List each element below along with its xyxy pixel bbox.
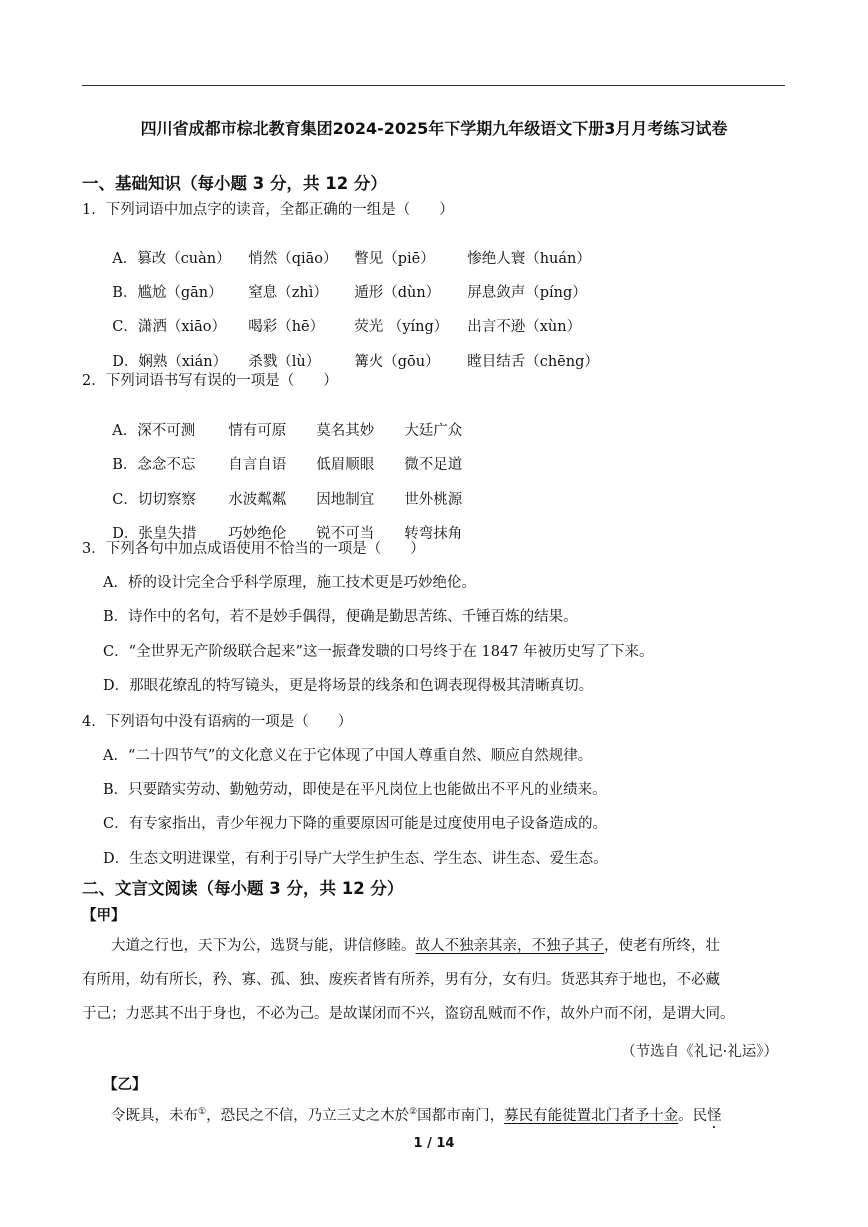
option-word: 水波粼粼 (228, 492, 287, 508)
underlined-sentence: 募民有能徙置北门者予十金 (504, 1108, 679, 1124)
passage-jia-line-1 (82, 934, 785, 955)
option-word: D．娴熟（xián） (112, 354, 228, 370)
passage-text: 国都市南门， (417, 1108, 505, 1124)
section-2-heading: 二、文言文阅读（每小题 3 分，共 12 分） (82, 879, 404, 898)
passage-jia-source: （节选自《礼记·礼运》） (621, 1044, 778, 1060)
option-word: 情有可原 (228, 423, 287, 439)
option-word: 瞥见（piē） (354, 251, 435, 267)
question-2-option-b (103, 437, 462, 474)
passage-jia-line-2: 有所用，幼有所长，矜、寡、孤、独、废疾者皆有所养，男有分，女有归。货恶其弃于地也，不必藏 (82, 972, 720, 988)
passage-text: 大道之行也，天下为公，选贤与能，讲信修睦。 (82, 938, 416, 954)
option-word: 喝彩（hē） (248, 319, 325, 335)
option-word: 大廷广众 (404, 423, 463, 439)
option-word: A．深不可测 (112, 423, 196, 439)
question-1-option-d (103, 334, 599, 371)
option-word: C．切切察察 (112, 492, 196, 508)
question-1-option-b (103, 265, 587, 302)
option-word: 惨绝人寰（huán） (467, 251, 591, 267)
passage-jia-line-3: 于己；力恶其不出于身也，不必为己。是故谋闭而不兴，盗窃乱贼而不作，故外户而不闭，是谓大同。 (82, 1006, 735, 1022)
option-word: 出言不逊（xùn） (467, 319, 582, 335)
passage-text: ，恐民之不信，乃立三丈之木於 (206, 1108, 410, 1124)
option-word: 荧光 （yíng） (354, 319, 449, 335)
passage-jia-label: 【甲】 (82, 907, 126, 924)
question-4-option-b: B．只要踏实劳动、勤勉劳动，即使是在平凡岗位上也能做出不平凡的业绩来。 (103, 782, 607, 798)
option-word: 锐不可当 (316, 526, 375, 542)
question-4-option-d: D．生态文明进课堂，有利于引导广大学生护生态、学生态、讲生态、爱生态。 (103, 851, 608, 867)
option-word: 窒息（zhì） (248, 285, 328, 301)
option-word: 世外桃源 (404, 492, 463, 508)
option-word: D．张皇失措 (112, 526, 197, 542)
option-word: 篝火（gōu） (354, 354, 440, 370)
passage-text: 令既具，未布 (82, 1108, 198, 1124)
passage-yi-label: 【乙】 (103, 1076, 147, 1093)
option-word: C．潇洒（xiāo） (112, 319, 227, 335)
footnote-mark: ① (198, 1107, 207, 1118)
page-number: 1 / 14 (413, 1136, 455, 1151)
option-word: 微不足道 (404, 457, 463, 473)
option-word: 因地制宜 (316, 492, 375, 508)
option-word: 自言自语 (228, 457, 287, 473)
option-word: 屏息敛声（píng） (467, 285, 587, 301)
question-3-stem: 3．下列各句中加点成语使用不恰当的一项是（ ） (82, 541, 425, 557)
footnote-mark: ② (409, 1107, 418, 1118)
option-word: 莫名其妙 (316, 423, 375, 439)
question-2-option-c (103, 472, 462, 509)
question-4-stem: 4．下列语句中没有语病的一项是（ ） (82, 714, 353, 730)
option-word: B．念念不忘 (112, 457, 196, 473)
question-3-option-b: B．诗作中的名句，若不是妙手偶得，便确是勤思苦练、千锤百炼的结果。 (103, 609, 578, 625)
question-2-stem: 2．下列词语书写有误的一项是（ ） (82, 373, 338, 389)
option-word: 遁形（dùn） (354, 285, 441, 301)
question-3-option-c: C．“全世界无产阶级联合起来”这一振聋发聩的口号终于在 1847 年被历史写了下来。 (103, 644, 654, 660)
question-2-option-a (103, 403, 462, 440)
option-word: 低眉顺眼 (316, 457, 375, 473)
passage-text: ，使老有所终，壮 (604, 938, 720, 954)
option-word: A．篡改（cuàn） (112, 251, 231, 267)
underlined-sentence: 故人不独亲其亲，不独子其子 (415, 938, 604, 954)
question-1-option-c (103, 299, 581, 336)
option-word: 悄然（qiāo） (248, 251, 338, 267)
passage-text: 。民 (678, 1108, 708, 1124)
option-word: 转弯抹角 (404, 526, 463, 542)
option-word: 杀戮（lù） (248, 354, 321, 370)
question-4-option-c: C．有专家指出，青少年视力下降的重要原因可能是过度使用电子设备造成的。 (103, 816, 608, 832)
question-3-option-a: A．桥的设计完全合乎科学原理，施工技术更是巧妙绝伦。 (103, 575, 476, 591)
option-word: 瞠目结舌（chēng） (467, 354, 599, 370)
dotted-char: 怪 (707, 1108, 722, 1124)
question-1-stem: 1．下列词语中加点字的读音，全都正确的一组是（ ） (82, 202, 454, 218)
option-word: 巧妙绝伦 (228, 526, 287, 542)
question-1-option-a (103, 231, 591, 268)
page-title: 四川省成都市棕北教育集团2024-2025年下学期九年级语文下册3月月考练习试卷 (140, 119, 728, 138)
passage-yi-line-1 (82, 1104, 785, 1132)
section-1-heading: 一、基础知识（每小题 3 分，共 12 分） (82, 174, 387, 193)
question-4-option-a: A．“二十四节气”的文化意义在于它体现了中国人尊重自然、顺应自然规律。 (103, 748, 593, 764)
question-3-option-d: D．那眼花缭乱的特写镜头，更是将场景的线条和色调表现得极其清晰真切。 (103, 678, 594, 694)
header-rule (82, 85, 785, 86)
option-word: B．尴尬（gān） (112, 285, 223, 301)
